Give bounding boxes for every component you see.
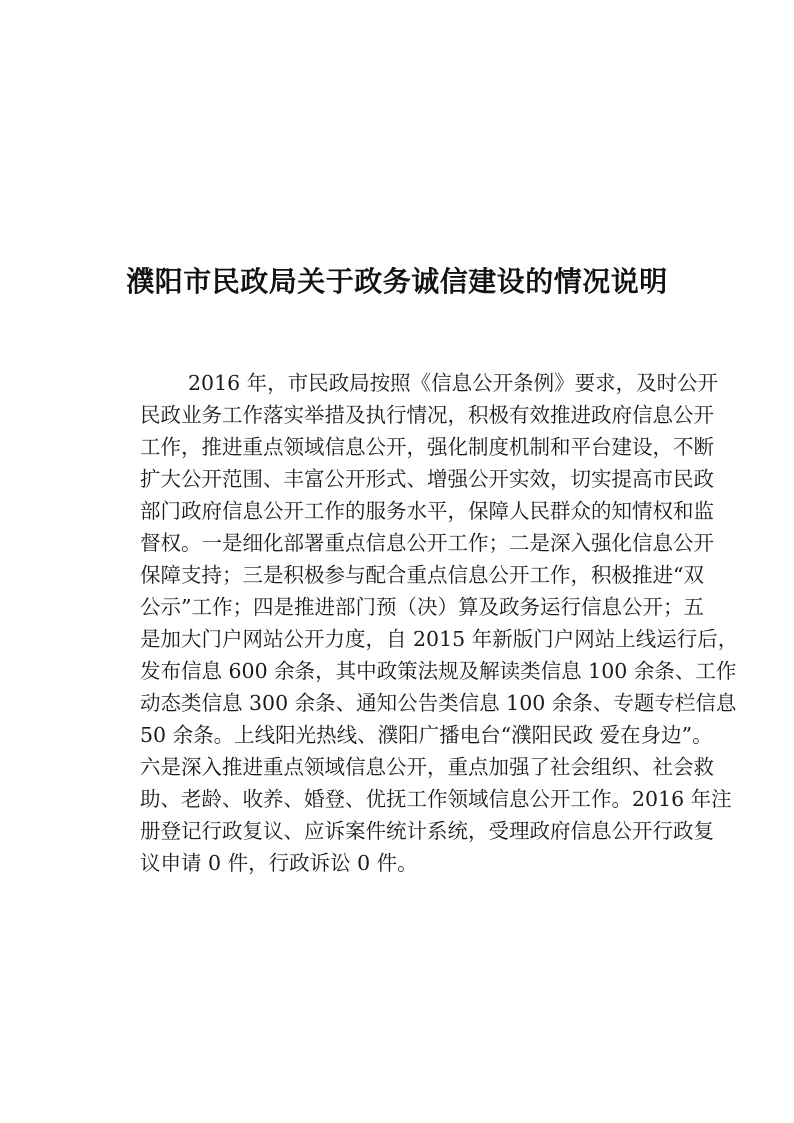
- paragraph-line: 发布信息 600 余条，其中政策法规及解读类信息 100 余条、工作: [140, 659, 737, 683]
- paragraph-line: 工作，推进重点领域信息公开，强化制度机制和平台建设，不断: [140, 435, 714, 459]
- paragraph-line: 册登记行政复议、应诉案件统计系统，受理政府信息公开行政复: [140, 819, 714, 843]
- paragraph-line: 六是深入推进重点领域信息公开，重点加强了社会组织、社会救: [140, 755, 714, 779]
- paragraph-line: 民政业务工作落实举措及执行情况，积极有效推进政府信息公开: [140, 403, 714, 427]
- paragraph-line: 2016 年，市民政局按照《信息公开条例》要求，及时公开: [188, 371, 719, 395]
- document-body: [140, 367, 739, 879]
- paragraph-line: 保障支持；三是积极参与配合重点信息公开工作，积极推进“双: [140, 563, 704, 587]
- paragraph-line: 督权。一是细化部署重点信息公开工作；二是深入强化信息公开: [140, 531, 714, 555]
- paragraph-line: 议申请 0 件，行政诉讼 0 件。: [140, 851, 418, 875]
- paragraph-line: 50 余条。上线阳光热线、濮阳广播电台“濮阳民政 爱在身边”。: [140, 723, 713, 747]
- paragraph-line: 是加大门户网站公开力度，自 2015 年新版门户网站上线运行后，: [140, 627, 739, 651]
- paragraph-line: 扩大公开范围、丰富公开形式、增强公开实效，切实提高市民政: [140, 467, 714, 491]
- document-title: 濮阳市民政局关于政务诚信建设的情况说明: [126, 265, 668, 298]
- paragraph-line: 动态类信息 300 余条、通知公告类信息 100 余条、专题专栏信息: [140, 691, 737, 715]
- paragraph-line: 助、老龄、收养、婚登、优抚工作领域信息公开工作。2016 年注: [140, 787, 732, 811]
- paragraph-line: 部门政府信息公开工作的服务水平，保障人民群众的知情权和监: [140, 499, 714, 523]
- paragraph-line: 公示”工作；四是推进部门预（决）算及政务运行信息公开；五: [140, 595, 704, 619]
